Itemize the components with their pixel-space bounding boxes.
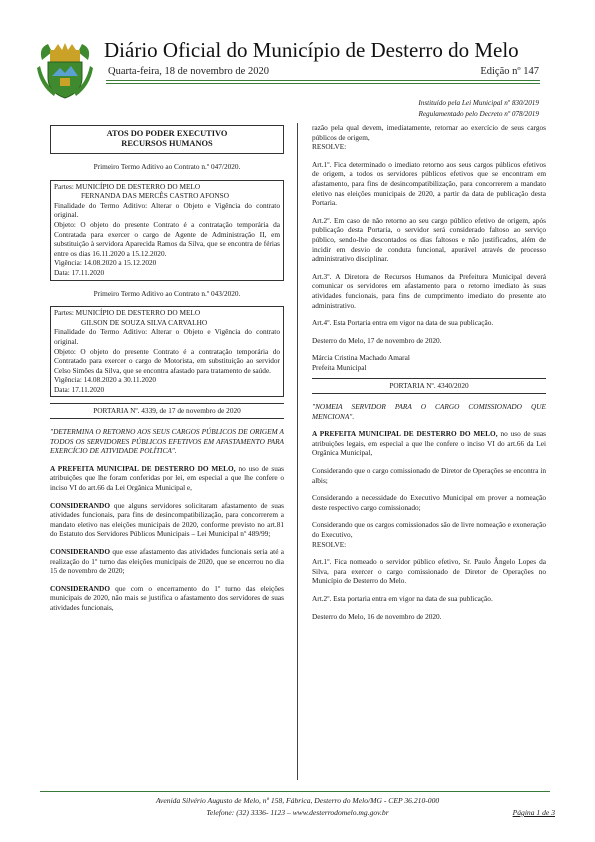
contract-2-purpose: Finalidade do Termo Aditivo: Alterar o Objeto e Vigência do contrato original. — [54, 327, 280, 346]
considerando-1 — [50, 501, 284, 539]
considerando-label: CONSIDERANDO — [50, 547, 111, 556]
footer-contact: Telefone: (32) 3336- 1123 – www.desterrodomelo.mg.gov.br — [206, 808, 389, 817]
intro-text: no uso de suas atribuições legais, em especial a que lhe confere o inciso VI do art.66 da Lei Orgânica Municipal, — [312, 429, 546, 458]
edition-number: Edição nº 147 — [480, 66, 539, 77]
contract-1-title: Primeiro Termo Aditivo ao Contrato n.º 047/2020. — [93, 162, 241, 171]
resolve-label: RESOLVE: — [312, 142, 347, 152]
considerando-text: que alguns servidores solicitaram afastamento de suas atividades funcionais, para fins de desincompatibilização, para concorrerem a mandato eletivo nas eleições municipais de 2020, conforme previsto no art.81 do Estatuto dos Servidores Públicos Municipais – Lei Municipal nº 489/99; — [50, 500, 284, 539]
place-date: Desterro do Melo, 16 de novembro de 2020. — [312, 611, 442, 621]
institution-note — [418, 98, 539, 120]
place-date: Desterro do Melo, 17 de novembro de 2020. — [312, 335, 442, 345]
contract-1-box — [50, 180, 284, 281]
contract-1-validity: Vigência: 14.08.2020 a 15.12.2020 — [54, 258, 157, 268]
newspaper-title: Diário Oficial do Município de Desterro do Melo — [104, 38, 519, 62]
article-4: Art.4º. Esta Portaria entra em vigor na data de sua publicação. — [312, 318, 494, 328]
portaria-4339-title: PORTARIA Nº. 4339, de 17 de novembro de 2020 — [93, 406, 241, 416]
resolve-label: RESOLVE: — [312, 539, 347, 549]
article-1: Art.1º. Fica determinado o imediato retorno aos seus cargos públicos efetivos de origem, a todos os servidores públicos efetivos que se encontram em afastamento, para fins de desincompatibilização, para concorrerem a mandato eletivo nas eleições municipais de 2020, a partir da data de publicação desta Portaria. — [312, 159, 546, 208]
considerando-3: Considerando que os cargos comissionados são de livre nomeação e exoneração do Executivo, — [312, 520, 546, 539]
header-rule — [106, 80, 540, 81]
considerando-label: CONSIDERANDO — [50, 583, 111, 593]
signer-role: Prefeita Municipal — [312, 362, 367, 372]
considerando-text: que esse afastamento das atividades funcionais seria até a realização do 1º turno das eleições municipais de 2020, que se encerrou no dia 15 de novembro de 2020; — [50, 547, 284, 576]
contract-1-object: Objeto: O objeto do presente Contrato é a contratação temporária da Contratada para exercer o cargo de Agente de Administração II, em substituição à servidora Aparecida Ramos da Silva, que se encontra de férias entre os dias 16.11.2020 a 15.12.2020. — [54, 219, 280, 258]
considerando-text: que com o encerramento do 1º turno das eleições municipais de 2020, não mais se justifica o afastamento dos servidores de suas atividades funcionais, — [50, 583, 284, 612]
right-column — [312, 123, 546, 621]
regulated-decree: Regulamentado pelo Decreto nº 078/2019 — [418, 110, 539, 118]
contract-1-party-1: Partes: MUNICÍPIO DE DESTERRO DO MELO — [54, 181, 201, 191]
considerando-3 — [50, 584, 284, 613]
article-3: Art.3º. A Diretora de Recursos Humanos da Prefeitura Municipal deverá comunicar os servidores em afastamento para o retorno imediato às suas atividades funcionais, para fins de cumprimento imediato do presente ato administrativo. — [312, 271, 546, 310]
intro-text: no uso de suas atribuições que lhe foram conferidas por lei, em especial a que lhe confere o inciso VI do art.66 da Lei Orgânica Municipal e, — [50, 463, 284, 493]
portaria-4340-summary: "NOMEIA SERVIDOR PARA O CARGO COMISSIONADO QUE MENCIONA". — [312, 402, 546, 421]
contract-2-party-1: Partes: MUNICÍPIO DE DESTERRO DO MELO — [54, 308, 201, 318]
considerando-label: CONSIDERANDO — [50, 500, 111, 510]
contract-1-purpose: Finalidade do Termo Aditivo: Alterar o Objeto e Vigência do contrato original. — [54, 200, 280, 220]
contract-2-box — [50, 306, 284, 397]
footer-address: Avenida Silvério Augusto de Melo, nº 158, Fábrica, Desterro do Melo/MG - CEP 36.210-000 — [155, 796, 440, 805]
mayor-heading: A PREFEITA MUNICIPAL DE DESTERRO DO MELO, — [312, 429, 498, 439]
article-1: Art.1º. Fica nomeado o servidor público efetivo, Sr. Paulo Ângelo Lopes da Silva, para exercer o cargo comissionado de Diretor de Operações no Município de Desterro do Melo. — [312, 557, 546, 586]
signer-name: Márcia Cristina Machado Amaral — [312, 353, 410, 363]
portaria-4339-summary: "DETERMINA O RETORNO AOS SEUS CARGOS PÚBLICOS DE ORIGEM A TODOS OS SERVIDORES PÚBLICOS EFETIVOS EM AFASTAMENTO PARA EXERCÍCIO DE ATIVIDADE POLÍTICA". — [50, 427, 284, 456]
column-divider — [297, 123, 298, 780]
mayor-heading: A PREFEITA MUNICIPAL DE DESTERRO DO MELO, — [50, 463, 236, 473]
considerando-1: Considerando que o cargo comissionado de Diretor de Operações se encontra in albis; — [312, 466, 546, 485]
portaria-4340-header — [312, 378, 546, 394]
contract-2-validity: Vigência: 14.08.2020 a 30.11.2020 — [54, 375, 157, 385]
section-title: ATOS DO PODER EXECUTIVO — [106, 129, 228, 138]
contract-2-party-2: GILSON DE SOUZA SILVA CARVALHO — [81, 317, 208, 327]
portaria-4339-intro — [50, 464, 284, 493]
issue-date: Quarta-feira, 18 de novembro de 2020 — [108, 66, 269, 77]
considerando-2 — [50, 547, 284, 576]
contract-1-date: Data: 17.11.2020 — [54, 267, 105, 277]
article-2: Art.2º. Esta portaria entra em vigor na data de sua publicação. — [312, 593, 493, 603]
left-column — [50, 125, 284, 613]
portaria-4340-title: PORTARIA Nº. 4340/2020 — [389, 381, 469, 391]
contract-1-party-2: FERNANDA DAS MERCÊS CASTRO AFONSO — [81, 191, 229, 201]
contract-2-object: Objeto: O objeto do presente Contrato é a contratação temporária do Contratado para exercer o cargo de Motorista, em substituição ao servidor Celso Simões da Silva, que se encontra afastado para tratamento de saúde. — [54, 346, 280, 375]
municipal-coat-of-arms-icon — [34, 40, 96, 102]
considerando-2: Considerando a necessidade do Executivo Municipal em prover a nomeação deste respectivo cargo comissionado; — [312, 493, 546, 512]
contract-2-date: Data: 17.11.2020 — [54, 384, 105, 394]
article-2: Art.2º. Em caso de não retorno ao seu cargo público efetivo de origem, após publicação desta Portaria, o servidor será considerado faltoso ao serviço público, sendo-lhe descontados os dias faltosos e não justificados, além de incidir em desvio de conduta funcional, apurável através de processo administrativo disciplinar. — [312, 215, 546, 264]
page-number: Página 1 de 3 — [512, 808, 555, 817]
portaria-4339-continuation: razão pela qual devem, imediatamente, retornar ao exercício de seus cargos públicos de origem, — [312, 123, 546, 142]
instituted-law: Instituído pela Lei Municipal nº 830/2019 — [418, 99, 539, 107]
footer-rule — [40, 791, 550, 792]
header-rule-2 — [106, 83, 540, 84]
portaria-4340-intro — [312, 429, 546, 458]
portaria-4339-header — [50, 403, 284, 419]
section-subtitle: RECURSOS HUMANOS — [121, 139, 213, 148]
contract-2-title: Primeiro Termo Aditivo ao Contrato n.º 043/2020. — [93, 288, 241, 298]
section-header-box — [50, 125, 284, 154]
